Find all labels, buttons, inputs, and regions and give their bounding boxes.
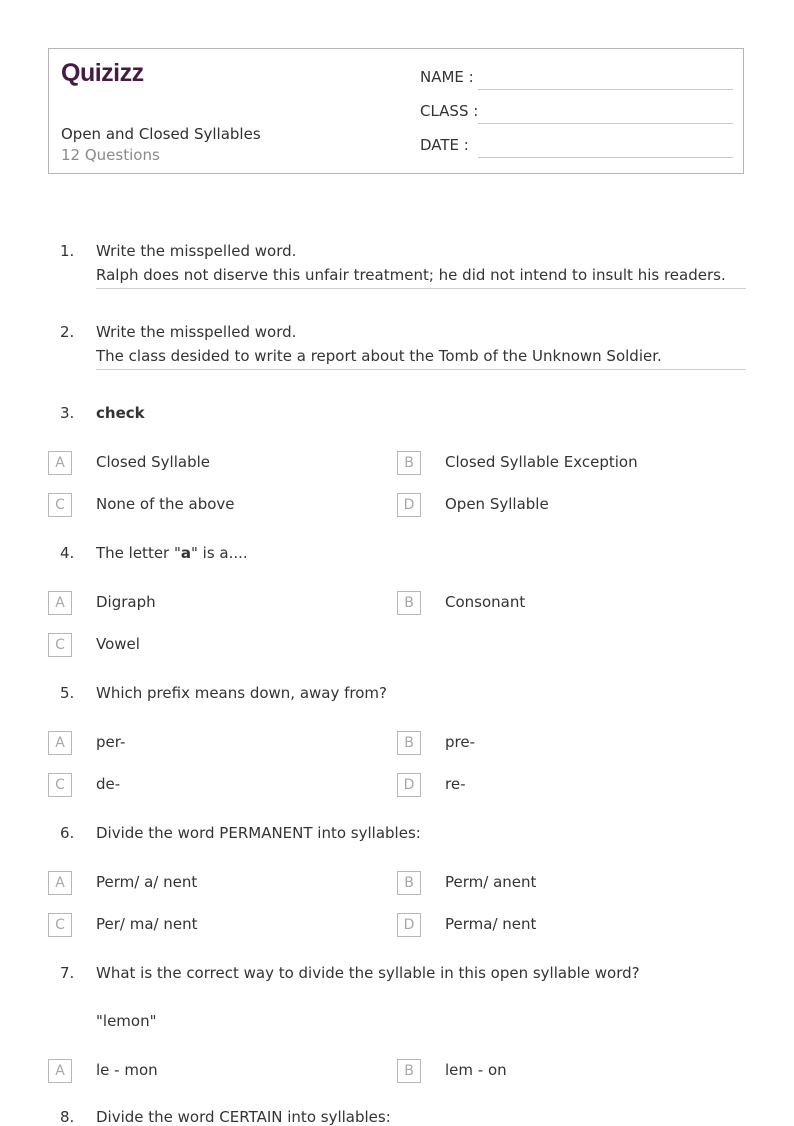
class-field[interactable] [478, 123, 733, 124]
option-a[interactable]: le - mon [96, 1061, 158, 1079]
option-d[interactable]: Open Syllable [445, 495, 549, 513]
question-sentence: The class desided to write a report about the Tomb of the Unknown Soldier. [96, 347, 662, 365]
class-label: CLASS : [420, 102, 479, 120]
question-prompt: Divide the word PERMANENT into syllables: [96, 824, 421, 842]
question-prompt: Write the misspelled word. [96, 242, 297, 260]
option-b[interactable]: Perm/ anent [445, 873, 537, 891]
question-prompt: Write the misspelled word. [96, 323, 297, 341]
question-prompt: What is the correct way to divide the syllable in this open syllable word? [96, 964, 640, 982]
name-field[interactable] [478, 89, 733, 90]
question-sentence: Ralph does not diserve this unfair treatment; he did not intend to insult his readers. [96, 266, 726, 284]
prompt-part: " is a.... [191, 544, 248, 562]
option-a[interactable]: Digraph [96, 593, 156, 611]
option-letter-c[interactable]: C [48, 493, 72, 517]
option-letter-a[interactable]: A [48, 1059, 72, 1083]
option-c[interactable]: Vowel [96, 635, 140, 653]
date-field[interactable] [478, 157, 733, 158]
name-label: NAME : [420, 68, 474, 86]
quizizz-logo: Quizizz [61, 59, 144, 87]
question-number: 2. [60, 323, 75, 341]
question-number: 6. [60, 824, 75, 842]
question-number: 5. [60, 684, 75, 702]
option-letter-a[interactable]: A [48, 871, 72, 895]
prompt-bold-letter: a [180, 544, 192, 562]
question-prompt [96, 544, 248, 562]
date-label: DATE : [420, 136, 469, 154]
option-letter-d[interactable]: D [397, 493, 421, 517]
option-letter-b[interactable]: B [397, 591, 421, 615]
option-b[interactable]: Closed Syllable Exception [445, 453, 638, 471]
option-d[interactable]: Perma/ nent [445, 915, 537, 933]
option-c[interactable]: de- [96, 775, 121, 793]
option-letter-b[interactable]: B [397, 731, 421, 755]
question-number: 4. [60, 544, 75, 562]
option-a[interactable]: per- [96, 733, 126, 751]
question-prompt: check [96, 404, 145, 422]
option-letter-a[interactable]: A [48, 731, 72, 755]
option-a[interactable]: Closed Syllable [96, 453, 210, 471]
question-count: 12 Questions [61, 146, 160, 164]
option-d[interactable]: re- [445, 775, 466, 793]
question-prompt: Divide the word CERTAIN into syllables: [96, 1108, 391, 1126]
option-letter-d[interactable]: D [397, 913, 421, 937]
option-letter-c[interactable]: C [48, 913, 72, 937]
option-letter-c[interactable]: C [48, 773, 72, 797]
question-prompt: Which prefix means down, away from? [96, 684, 388, 702]
option-b[interactable]: lem - on [445, 1061, 507, 1079]
worksheet-title: Open and Closed Syllables [61, 125, 261, 143]
option-b[interactable]: pre- [445, 733, 475, 751]
question-word: "lemon" [96, 1012, 157, 1030]
question-number: 7. [60, 964, 75, 982]
option-letter-b[interactable]: B [397, 451, 421, 475]
option-b[interactable]: Consonant [445, 593, 526, 611]
worksheet-header [48, 48, 744, 174]
option-letter-c[interactable]: C [48, 633, 72, 657]
answer-line[interactable] [96, 369, 746, 370]
question-number: 1. [60, 242, 75, 260]
question-number: 8. [60, 1108, 75, 1126]
option-c[interactable]: None of the above [96, 495, 235, 513]
answer-line[interactable] [96, 288, 746, 289]
option-a[interactable]: Perm/ a/ nent [96, 873, 198, 891]
prompt-part: The letter " [96, 544, 181, 562]
option-letter-d[interactable]: D [397, 773, 421, 797]
option-letter-b[interactable]: B [397, 1059, 421, 1083]
question-number: 3. [60, 404, 75, 422]
option-letter-b[interactable]: B [397, 871, 421, 895]
option-letter-a[interactable]: A [48, 591, 72, 615]
option-letter-a[interactable]: A [48, 451, 72, 475]
option-c[interactable]: Per/ ma/ nent [96, 915, 198, 933]
